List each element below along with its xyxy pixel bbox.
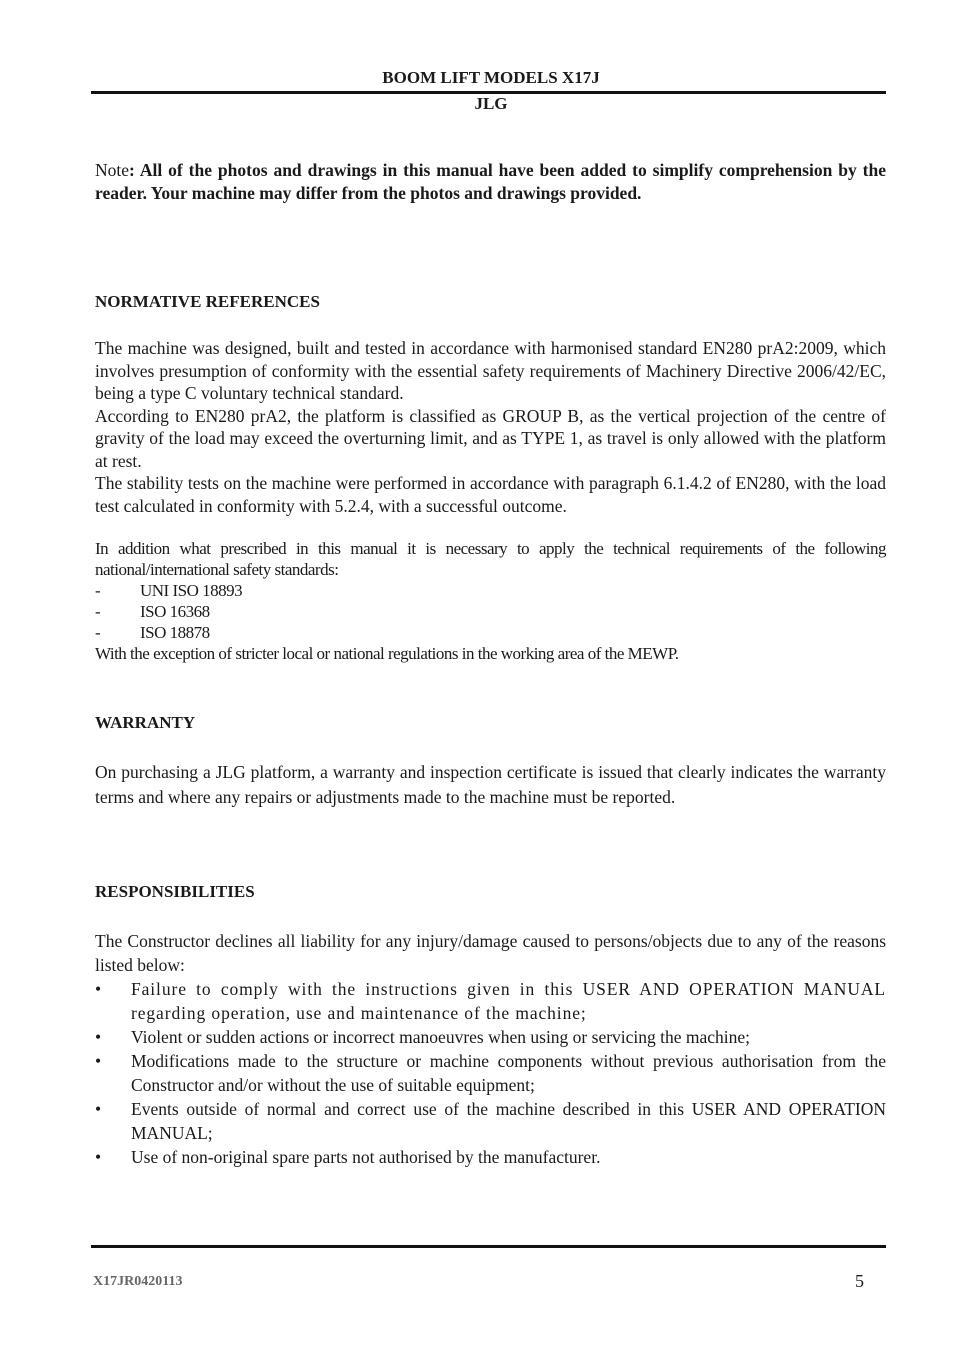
normative-heading: NORMATIVE REFERENCES [95, 292, 320, 311]
standards-closing: With the exception of stricter local or national regulations in the working area of the MEWP. [95, 644, 679, 663]
responsibilities-intro: The Constructor declines all liability for any injury/damage caused to persons/objects due to any of the reasons listed below: [95, 931, 886, 975]
standards-block [95, 538, 886, 664]
bullet-marker: • [95, 1147, 102, 1167]
standard-item: UNI ISO 18893 [140, 581, 243, 600]
note-lead: Note [95, 160, 130, 180]
responsibility-item: Modifications made to the structure or machine components without previous authorisation from the Constructor and/or without the use of suitable equipment; [131, 1051, 886, 1095]
note-paragraph [95, 159, 886, 205]
bullet-marker: • [95, 1051, 102, 1071]
responsibilities-body [95, 929, 886, 1169]
list-item [95, 622, 886, 643]
header-title: BOOM LIFT MODELS X17J [382, 68, 600, 87]
responsibility-item: Failure to comply with the instructions given in this USER AND OPERATION MANUAL regarding operation, use and maintenance of the machine; [131, 979, 886, 1023]
list-item [95, 580, 886, 601]
list-item [95, 1049, 886, 1097]
bullet-marker: • [95, 1027, 102, 1047]
footer-rule [91, 1245, 886, 1248]
page-number: 5 [855, 1271, 864, 1291]
bullet-marker: • [95, 1099, 102, 1119]
normative-paragraph-3: The stability tests on the machine were performed in accordance with paragraph 6.1.4.2 of EN280, with the load test calculated in conformity with 5.2.4, with a successful outcome. [95, 473, 886, 516]
warranty-heading: WARRANTY [95, 713, 196, 732]
warranty-text: On purchasing a JLG platform, a warranty and inspection certificate is issued that clearly indicates the warranty terms and where any repairs or adjustments made to the machine must be reported. [95, 762, 886, 807]
responsibility-item: Use of non-original spare parts not authorised by the manufacturer. [131, 1147, 601, 1167]
standard-item: ISO 16368 [140, 602, 210, 621]
standards-intro: In addition what prescribed in this manual it is necessary to apply the technical requirements of the following national/international safety standards: [95, 539, 886, 579]
normative-body [95, 337, 886, 517]
list-item [95, 601, 886, 622]
document-code: X17JR0420113 [93, 1274, 183, 1289]
list-marker: - [95, 602, 101, 621]
list-item [95, 977, 886, 1025]
list-marker: - [95, 581, 101, 600]
note-text: : All of the photos and drawings in this manual have been added to simplify comprehension by the reader. Your machine may differ from the photos and drawings provided. [95, 160, 886, 203]
standard-item: ISO 18878 [140, 623, 210, 642]
responsibilities-heading: RESPONSIBILITIES [95, 882, 255, 901]
normative-paragraph-1: The machine was designed, built and tested in accordance with harmonised standard EN280 prA2:2009, which involves presumption of conformity with the essential safety requirements of Machinery Directive 2006/42/EC, being a type C voluntary technical standard. [95, 338, 886, 403]
list-item [95, 1145, 886, 1169]
list-item [95, 1097, 886, 1145]
header-brand: JLG [474, 94, 508, 113]
responsibility-item: Violent or sudden actions or incorrect manoeuvres when using or servicing the machine; [131, 1027, 751, 1047]
list-marker: - [95, 623, 101, 642]
list-item [95, 1025, 886, 1049]
normative-paragraph-2: According to EN280 prA2, the platform is classified as GROUP B, as the vertical projection of the centre of gravity of the load may exceed the overturning limit, and as TYPE 1, as travel is only allowed with the platform at rest. [95, 405, 886, 471]
responsibility-item: Events outside of normal and correct use of the machine described in this USER AND OPERATION MANUAL; [131, 1099, 886, 1143]
bullet-marker: • [95, 979, 102, 999]
